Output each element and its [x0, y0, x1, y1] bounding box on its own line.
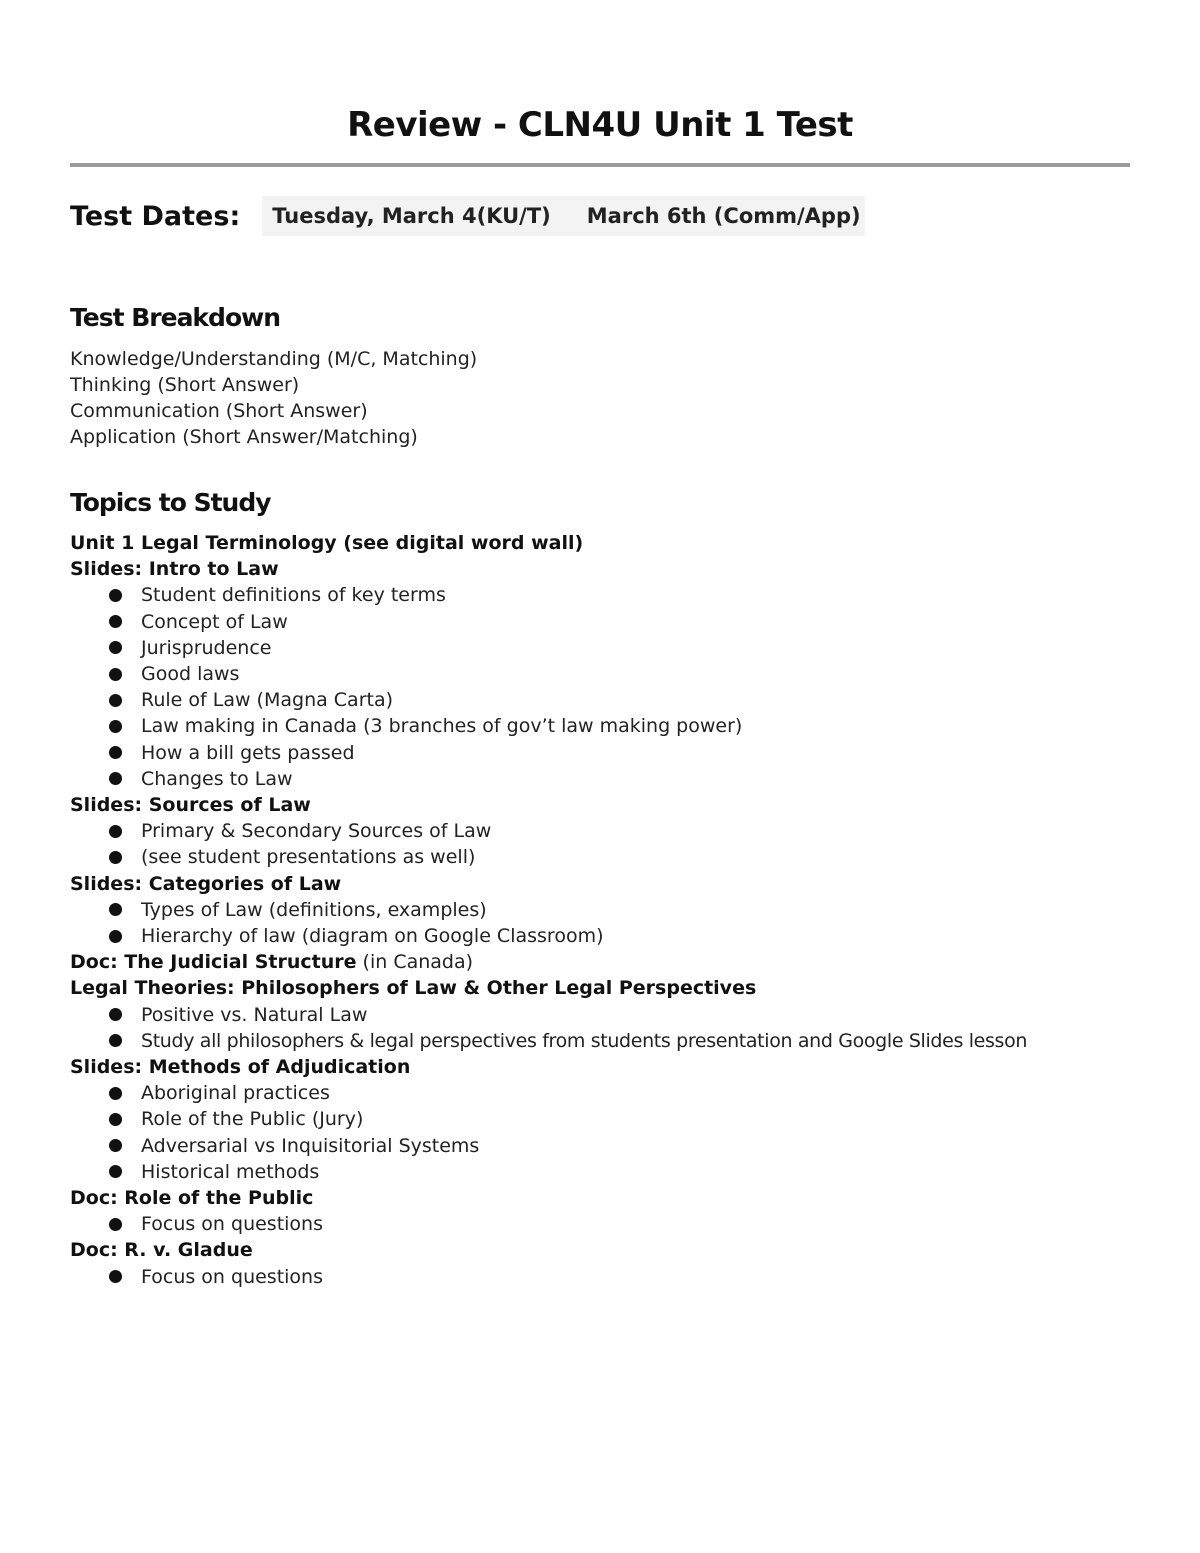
bullet-icon — [109, 1008, 122, 1021]
bullet-icon — [109, 1113, 122, 1126]
topic-judicial — [70, 949, 1170, 975]
bullet-icon — [109, 615, 122, 628]
bullet-icon — [109, 1270, 122, 1283]
topic-judicial-title: Doc: The Judicial Structure — [70, 951, 357, 974]
list-item: Law making in Canada (3 branches of gov’t law making power) — [70, 713, 1170, 739]
list-item: Study all philosophers & legal perspectives from students presentation and Google Slides lesson — [70, 1028, 1170, 1054]
breakdown-heading: Test Breakdown — [70, 303, 281, 332]
topic-sources-title: Slides: Sources of Law — [70, 794, 311, 817]
list-item: Good laws — [70, 661, 1170, 687]
topic-terminology: Unit 1 Legal Terminology (see digital word wall) — [70, 532, 584, 554]
bullet-icon — [109, 1165, 122, 1178]
topics-heading: Topics to Study — [70, 488, 271, 517]
title-divider — [70, 163, 1130, 167]
breakdown-item: Knowledge/Understanding (M/C, Matching) — [70, 348, 478, 370]
bullet-icon — [109, 851, 122, 864]
test-dates-highlight — [262, 196, 864, 236]
topic-intro-title: Slides: Intro to Law — [70, 558, 279, 581]
list-item: Role of the Public (Jury) — [70, 1106, 1170, 1132]
bullet-icon — [109, 589, 122, 602]
list-item: How a bill gets passed — [70, 740, 1170, 766]
list-item: Rule of Law (Magna Carta) — [70, 687, 1170, 713]
page-title: Review - CLN4U Unit 1 Test — [347, 105, 853, 145]
test-date-comm-app: March 6th (Comm/App) — [586, 204, 861, 228]
topic-categories-title: Slides: Categories of Law — [70, 872, 342, 895]
topic-judicial-suffix: (in Canada) — [356, 951, 474, 974]
topic-public-title: Doc: Role of the Public — [70, 1187, 314, 1210]
bullet-icon — [109, 746, 122, 759]
test-dates-label: Test Dates: — [70, 200, 241, 232]
test-date-ku-t: Tuesday, March 4(KU/T) — [272, 204, 551, 228]
list-item: Jurisprudence — [70, 635, 1170, 661]
breakdown-item: Application (Short Answer/Matching) — [70, 426, 418, 448]
list-item: Positive vs. Natural Law — [70, 1002, 1170, 1028]
list-item: Focus on questions — [70, 1211, 1170, 1237]
bullet-icon — [109, 668, 122, 681]
breakdown-list — [70, 346, 477, 450]
bullet-icon — [109, 930, 122, 943]
breakdown-item: Thinking (Short Answer) — [70, 374, 300, 396]
bullet-icon — [109, 825, 122, 838]
list-item: Aboriginal practices — [70, 1080, 1170, 1106]
topic-adjudication-title: Slides: Methods of Adjudication — [70, 1056, 411, 1079]
bullet-icon — [109, 772, 122, 785]
list-item: Historical methods — [70, 1159, 1170, 1185]
list-item: Adversarial vs Inquisitorial Systems — [70, 1133, 1170, 1159]
bullet-icon — [109, 1087, 122, 1100]
topic-gladue-title: Doc: R. v. Gladue — [70, 1239, 253, 1262]
bullet-icon — [109, 1139, 122, 1152]
bullet-icon — [109, 1034, 122, 1047]
list-item: Primary & Secondary Sources of Law — [70, 818, 1170, 844]
list-item: Hierarchy of law (diagram on Google Classroom) — [70, 923, 1170, 949]
list-item: Concept of Law — [70, 609, 1170, 635]
test-dates — [70, 196, 865, 236]
topics-list — [70, 530, 1170, 1290]
topic-theories-title: Legal Theories: Philosophers of Law & Other Legal Perspectives — [70, 977, 757, 1000]
bullet-icon — [109, 1218, 122, 1231]
list-item: (see student presentations as well) — [70, 844, 1170, 870]
bullet-icon — [109, 903, 122, 916]
list-item: Focus on questions — [70, 1264, 1170, 1290]
list-item: Student definitions of key terms — [70, 582, 1170, 608]
list-item: Changes to Law — [70, 766, 1170, 792]
list-item: Types of Law (definitions, examples) — [70, 897, 1170, 923]
bullet-icon — [109, 641, 122, 654]
bullet-icon — [109, 720, 122, 733]
bullet-icon — [109, 694, 122, 707]
breakdown-item: Communication (Short Answer) — [70, 400, 368, 422]
